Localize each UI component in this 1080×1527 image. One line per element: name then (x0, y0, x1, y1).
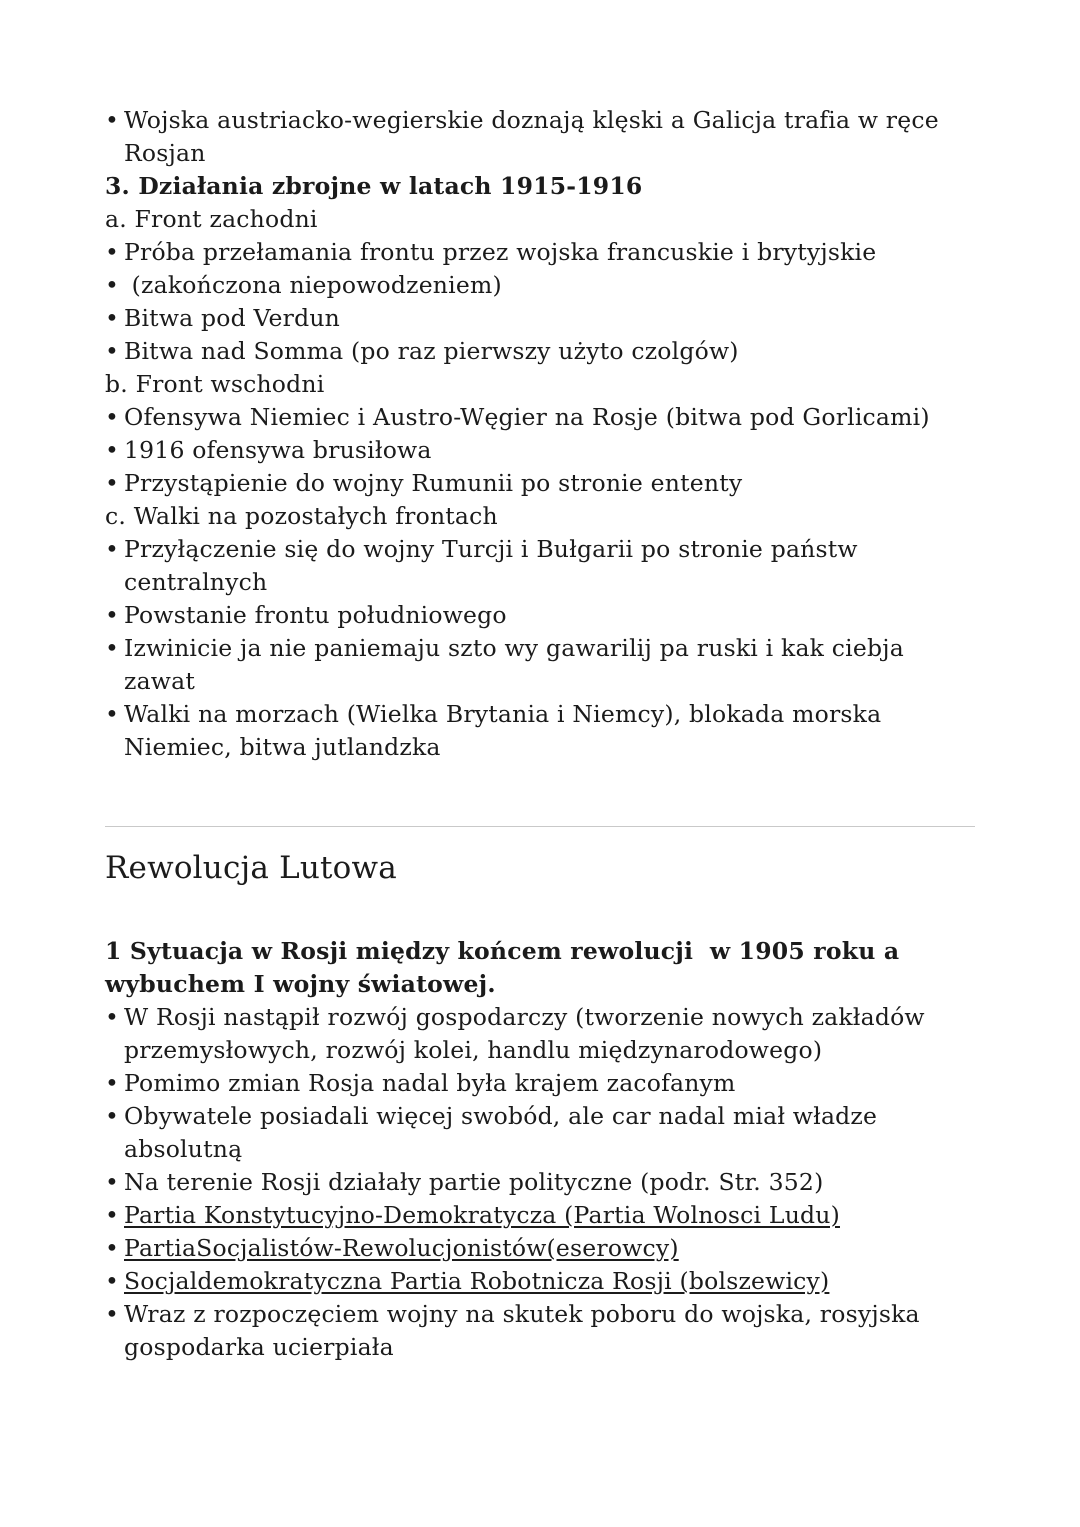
letter-subheading: c. Walki na pozostałych frontach (105, 502, 498, 530)
bullet-text: 1916 ofensywa brusiłowa (124, 436, 432, 464)
bullet-item (105, 1001, 975, 1067)
bullet-icon: • (105, 304, 120, 332)
numbered-heading: 1 Sytuacja w Rosji między końcem rewolucji w 1905 roku a wybuchem I wojny światowej. (105, 937, 908, 998)
bullet-icon: • (105, 1201, 120, 1229)
bullet-text: W Rosji nastąpił rozwój gospodarczy (tworzenie nowych zakładów przemysłowych, rozwój kolei, handlu międzynarodowego) (124, 1003, 933, 1064)
document-body (105, 104, 975, 1364)
bullet-item (105, 236, 975, 269)
party-link-text[interactable]: PartiaSocjalistów-Rewolucjonistów(eserowcy) (124, 1234, 679, 1262)
bullet-text: Próba przełamania frontu przez wojska francuskie i brytyjskie (124, 238, 877, 266)
bullet-text: Powstanie frontu południowego (124, 601, 507, 629)
party-link-text[interactable]: Partia Konstytucyjno-Demokratycza (Partia Wolnosci Ludu) (124, 1201, 840, 1229)
bullet-text: Wojska austriacko-wegierskie doznają klęski a Galicja trafia w ręce Rosjan (124, 106, 947, 167)
section-title: Rewolucja Lutowa (105, 850, 397, 886)
bullet-text: Izwinicie ja nie paniemaju szto wy gawarilij pa ruski i kak ciebja zawat (124, 634, 912, 695)
bullet-icon: • (105, 1300, 120, 1328)
bullet-text: Przystąpienie do wojny Rumunii po stronie ententy (124, 469, 743, 497)
bullet-item (105, 401, 975, 434)
letter-subheading: a. Front zachodni (105, 205, 318, 233)
bullet-icon: • (105, 403, 120, 431)
bullet-item (105, 632, 975, 698)
bullet-item (105, 302, 975, 335)
section-divider (105, 826, 975, 827)
bullet-icon: • (105, 1234, 120, 1262)
bullet-text: Ofensywa Niemiec i Austro-Węgier na Rosje (bitwa pod Gorlicami) (124, 403, 930, 431)
bullet-item (105, 1100, 975, 1166)
bullet-text: Obywatele posiadali więcej swobód, ale car nadal miał władze absolutną (124, 1102, 885, 1163)
party-link-item (105, 1232, 975, 1265)
bullet-icon: • (105, 436, 120, 464)
numbered-heading: 3. Działania zbrojne w latach 1915-1916 (105, 172, 643, 200)
bullet-item (105, 599, 975, 632)
bullet-item (105, 269, 975, 302)
bullet-icon: • (105, 535, 120, 563)
bullet-icon: • (105, 601, 120, 629)
bullet-text: Walki na morzach (Wielka Brytania i Niemcy), blokada morska Niemiec, bitwa jutlandzka (124, 700, 889, 761)
bullet-item (105, 1067, 975, 1100)
bullet-text: Przyłączenie się do wojny Turcji i Bułgarii po stronie państw centralnych (124, 535, 866, 596)
bullet-text: (zakończona niepowodzeniem) (124, 271, 502, 299)
bullet-icon: • (105, 634, 120, 662)
bullet-icon: • (105, 1003, 120, 1031)
bullet-icon: • (105, 1102, 120, 1130)
bullet-item (105, 467, 975, 500)
letter-subheading: b. Front wschodni (105, 370, 325, 398)
bullet-text: Bitwa pod Verdun (124, 304, 340, 332)
bullet-item (105, 434, 975, 467)
bullet-item (105, 335, 975, 368)
bullet-text: Bitwa nad Somma (po raz pierwszy użyto czolgów) (124, 337, 739, 365)
bullet-item (105, 533, 975, 599)
bullet-icon: • (105, 1168, 120, 1196)
bullet-item (105, 698, 975, 764)
party-link-item (105, 1199, 975, 1232)
party-link-item (105, 1265, 975, 1298)
bullet-text: Pomimo zmian Rosja nadal była krajem zacofanym (124, 1069, 736, 1097)
bullet-icon: • (105, 238, 120, 266)
bullet-item (105, 104, 975, 170)
bullet-item (105, 1298, 975, 1364)
bullet-item (105, 1166, 975, 1199)
bullet-icon: • (105, 1267, 120, 1295)
party-link-text[interactable]: Socjaldemokratyczna Partia Robotnicza Rosji (bolszewicy) (124, 1267, 830, 1295)
bullet-icon: • (105, 337, 120, 365)
bullet-icon: • (105, 700, 120, 728)
bullet-icon: • (105, 271, 120, 299)
bullet-text: Wraz z rozpoczęciem wojny na skutek poboru do wojska, rosyjska gospodarka ucierpiała (124, 1300, 928, 1361)
bullet-icon: • (105, 1069, 120, 1097)
bullet-icon: • (105, 106, 120, 134)
bullet-icon: • (105, 469, 120, 497)
bullet-text: Na terenie Rosji działały partie polityczne (podr. Str. 352) (124, 1168, 824, 1196)
